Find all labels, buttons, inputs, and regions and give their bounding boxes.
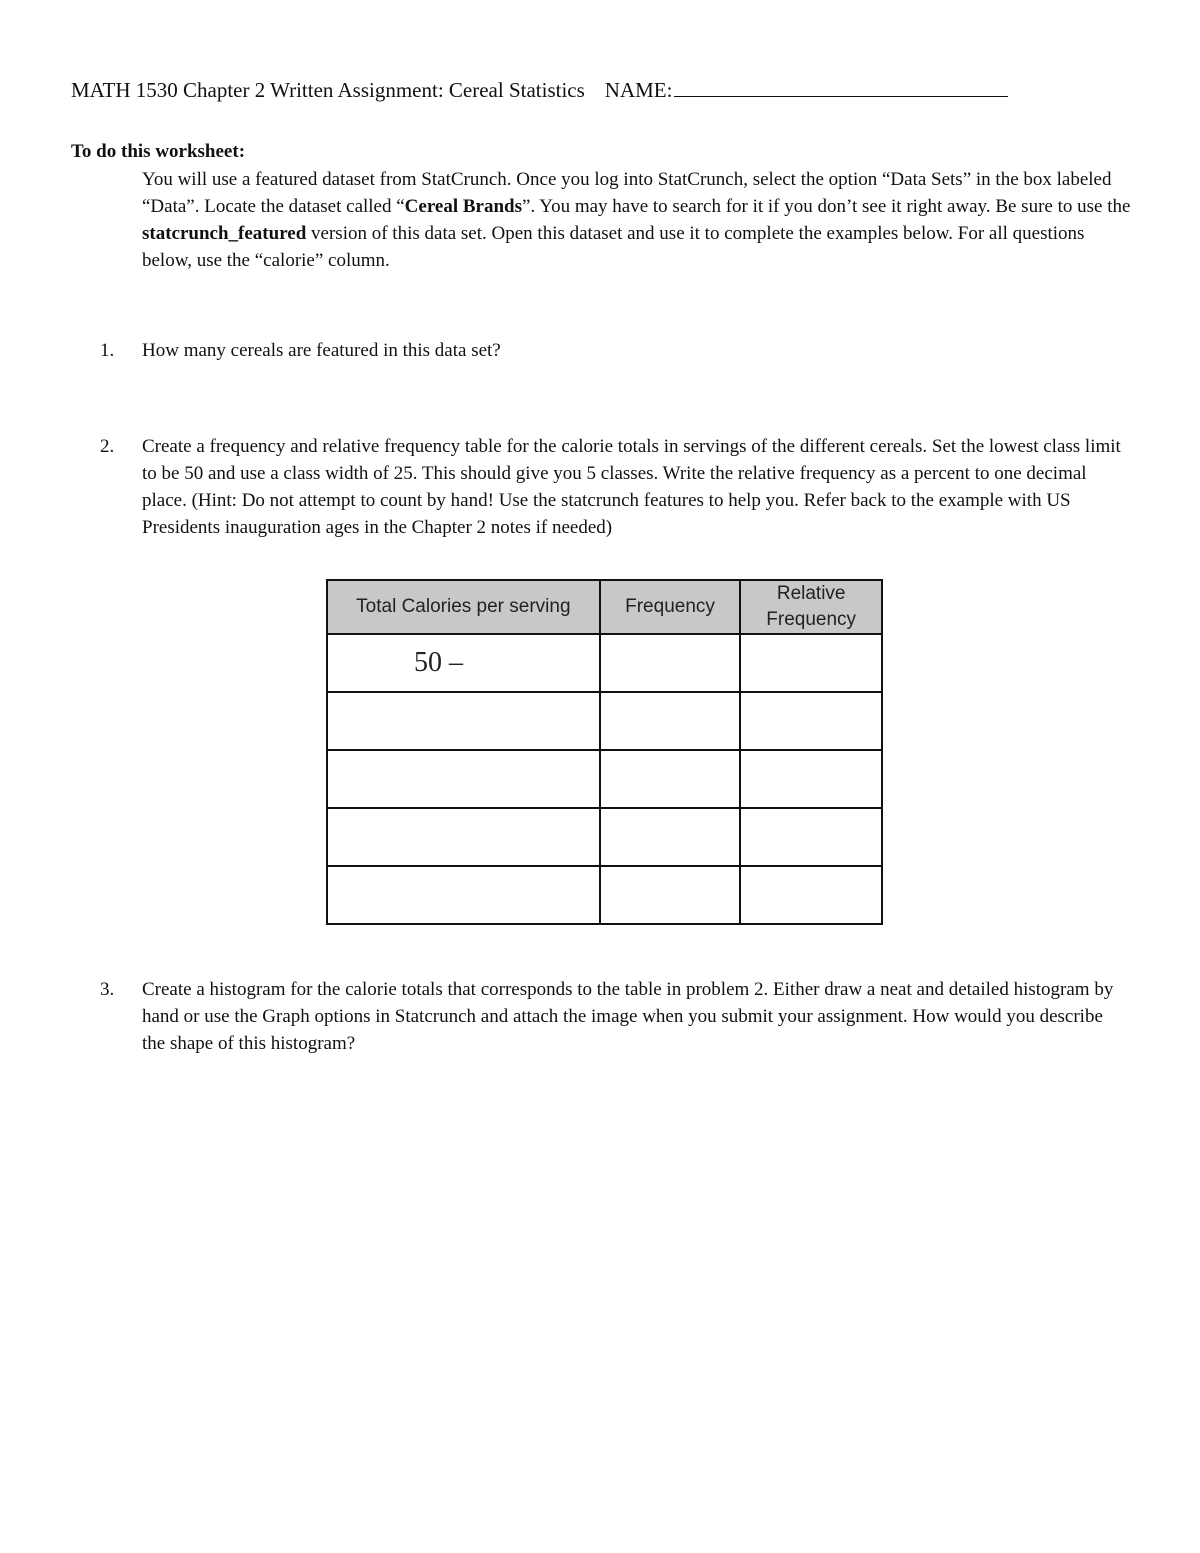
table-cell[interactable]	[740, 692, 882, 750]
name-blank-line[interactable]	[674, 74, 1008, 97]
instructions-text-part2: ”. You may have to search for it if you don’t see it right away. Be sure to use the	[522, 196, 1131, 217]
header-total-calories: Total Calories per serving	[327, 580, 600, 634]
question-text: Create a frequency and relative frequency table for the calorie totals in servings of the different cereals. Set the lowest class limit to be 50 and use a class width of 25. This should give you 5 classes. Write the relative frequency as a percent to one decimal place. (Hint: Do not attempt to count by hand! Use the statcrunch features to help you. Refer back to the example with US Presidents inauguration ages in the Chapter 2 notes if needed)	[142, 436, 1121, 538]
table-cell[interactable]	[600, 866, 741, 924]
table-cell[interactable]	[740, 866, 882, 924]
question-text: How many cereals are featured in this data set?	[142, 340, 501, 361]
table-cell[interactable]	[740, 750, 882, 808]
worksheet-header	[71, 74, 1008, 103]
table-cell[interactable]	[740, 634, 882, 692]
table-cell[interactable]	[327, 750, 600, 808]
table-cell[interactable]	[600, 692, 741, 750]
table-row	[327, 634, 882, 692]
table-cell[interactable]	[600, 750, 741, 808]
question-3	[100, 976, 1130, 1057]
table-cell[interactable]	[327, 692, 600, 750]
instructions-paragraph	[142, 166, 1132, 274]
instructions-text-part1: You will use a featured dataset from StatCrunch. Once you log into StatCrunch, select the option “Data Sets” in the box labeled “Data”. Locate the dataset called “	[142, 169, 1112, 217]
question-number: 1.	[100, 340, 115, 361]
question-1	[100, 337, 1130, 364]
page-title: MATH 1530 Chapter 2 Written Assignment: Cereal Statistics	[71, 78, 585, 102]
header-relative-frequency: Relative Frequency	[740, 580, 882, 634]
table-cell[interactable]	[327, 808, 600, 866]
table-cell[interactable]: 50 –	[327, 634, 600, 692]
name-label: NAME:	[604, 78, 673, 102]
table-cell[interactable]	[600, 634, 741, 692]
table-header-row	[327, 580, 882, 634]
header-frequency: Frequency	[600, 580, 741, 634]
question-number: 3.	[100, 979, 115, 1000]
table-row	[327, 692, 882, 750]
instructions-text-part3: version of this data set. Open this dataset and use it to complete the examples below. For all questions below, use the “calorie” column.	[142, 223, 1085, 271]
table-row	[327, 750, 882, 808]
table-cell[interactable]	[740, 808, 882, 866]
table-row	[327, 808, 882, 866]
table-cell[interactable]	[327, 866, 600, 924]
question-text: Create a histogram for the calorie totals that corresponds to the table in problem 2. Either draw a neat and detailed histogram by hand or use the Graph options in Statcrunch and attach the image when you submit your assignment. How would you describe the shape of this histogram?	[142, 979, 1114, 1054]
frequency-table	[326, 579, 883, 925]
table-cell[interactable]	[600, 808, 741, 866]
dataset-name: Cereal Brands	[404, 196, 523, 217]
dataset-version: statcrunch_featured	[142, 223, 307, 244]
question-number: 2.	[100, 436, 115, 457]
question-2	[100, 433, 1130, 541]
instructions-heading: To do this worksheet:	[71, 141, 246, 162]
table-row	[327, 866, 882, 924]
